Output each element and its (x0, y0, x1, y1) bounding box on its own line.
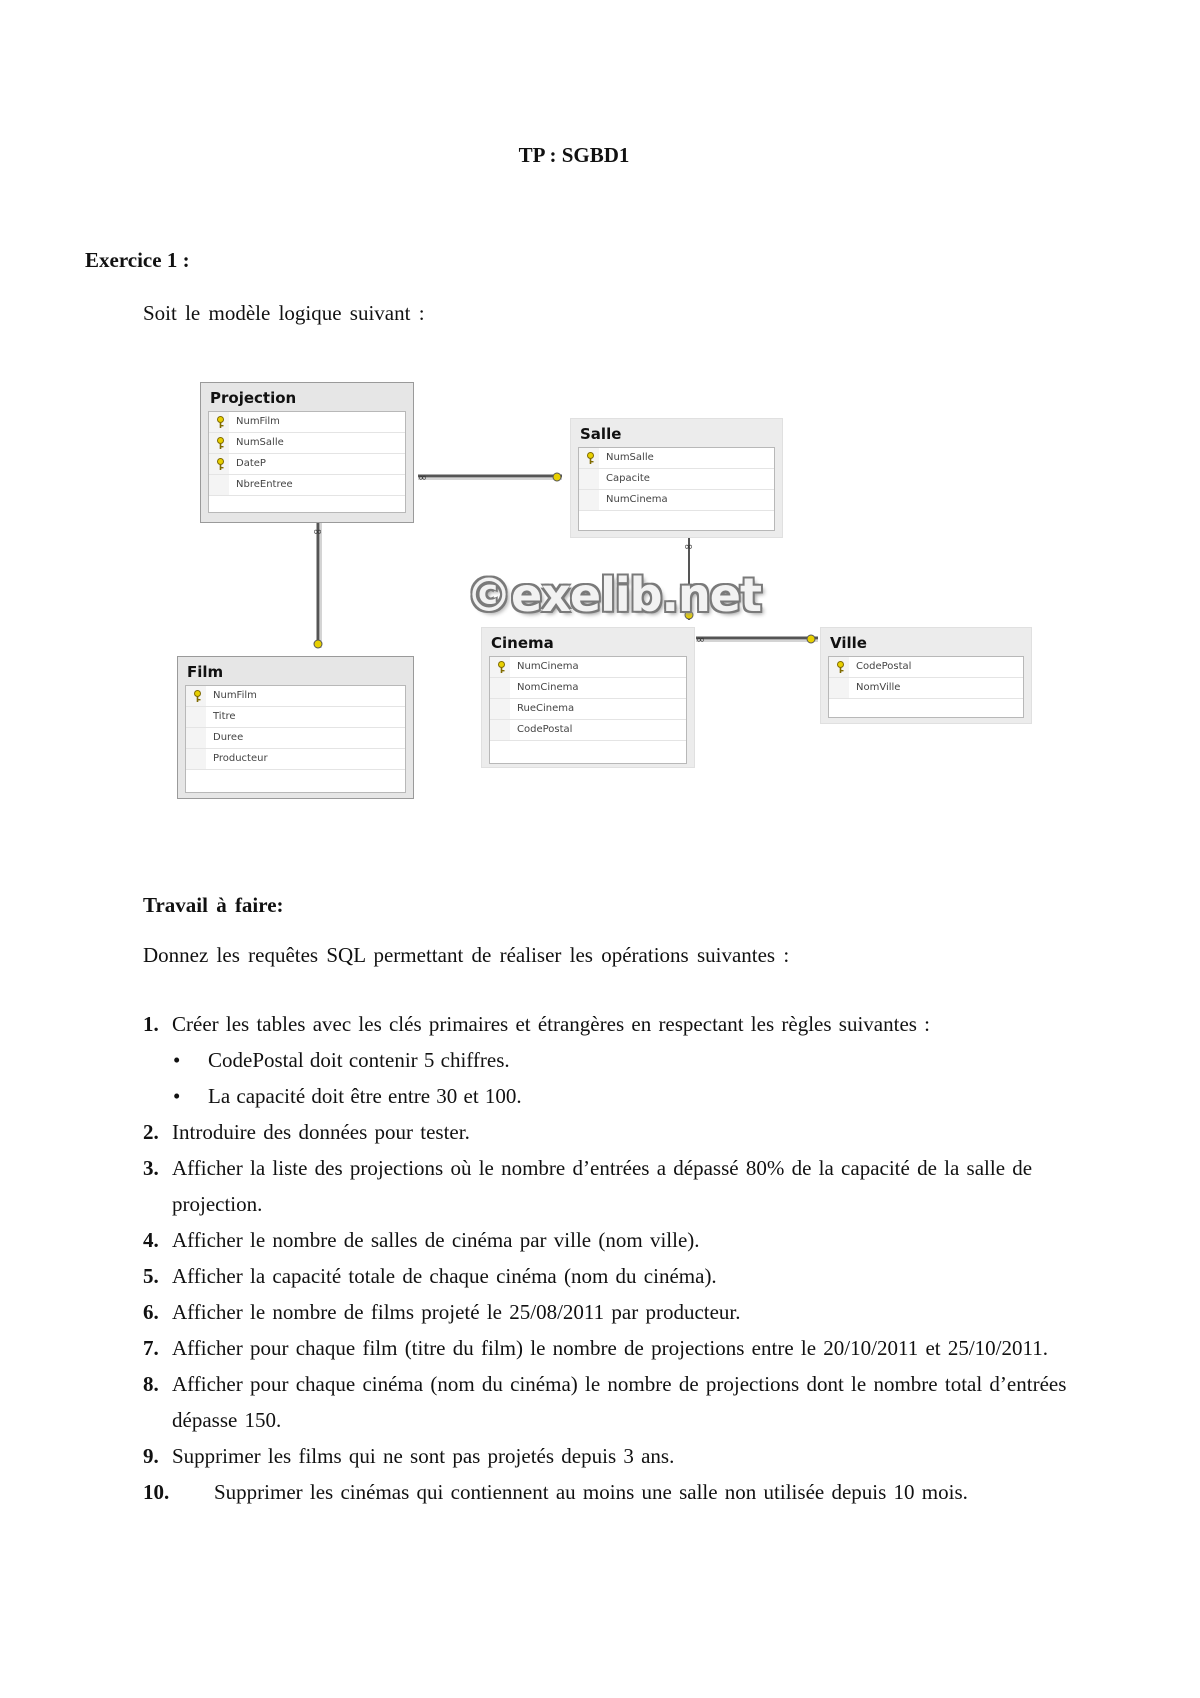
table-column (579, 469, 774, 490)
task-text: Créer les tables avec les clés primaires et étrangères en respectant les règles suivantes : (172, 1012, 931, 1036)
task-text: Introduire des données pour tester. (172, 1120, 470, 1144)
column-name: CodePostal (517, 724, 573, 735)
task-text: Afficher la liste des projections où le nombre d’entrées a dépassé 80% de la capacité de la salle de projection. (172, 1156, 1033, 1216)
table-column (490, 657, 686, 678)
task-text: Afficher la capacité totale de chaque cinéma (nom du cinéma). (172, 1264, 717, 1288)
task-text: Supprimer les films qui ne sont pas projetés depuis 3 ans. (172, 1444, 675, 1468)
task-item (143, 1150, 1073, 1222)
row-gutter (490, 678, 510, 698)
table-name: Salle (580, 425, 622, 443)
table-projection (200, 382, 414, 523)
task-item (143, 1114, 1073, 1150)
task-list (143, 1006, 1073, 1510)
task-item (143, 1222, 1073, 1258)
table-name: Projection (210, 389, 297, 407)
column-name: NumFilm (236, 416, 280, 427)
bullet-icon: • (173, 1048, 181, 1072)
infinity-glyph: ∞ (696, 633, 706, 646)
row-gutter (186, 749, 206, 769)
column-name: NumCinema (517, 661, 579, 672)
task-text: Afficher le nombre de salles de cinéma par ville (nom ville). (172, 1228, 700, 1252)
table-column (829, 678, 1023, 699)
task-item (143, 1006, 1073, 1042)
task-number: 2. (143, 1120, 159, 1144)
column-name: NumCinema (606, 494, 668, 505)
infinity-glyph: ∞ (418, 471, 428, 484)
table-column (490, 720, 686, 741)
table-name: Cinema (491, 634, 554, 652)
infinity-glyph: ∞ (313, 525, 323, 538)
task-number: 4. (143, 1228, 159, 1252)
row-gutter (490, 699, 510, 719)
table-column (186, 749, 405, 770)
table-column (209, 454, 405, 475)
table-column (186, 728, 405, 749)
column-name: NbreEntree (236, 479, 293, 490)
column-name: NomVille (856, 682, 901, 693)
task-text: Afficher pour chaque cinéma (nom du cinéma) le nombre de projections dont le nombre total d’entrées dépasse 150. (172, 1372, 1067, 1432)
rule-text: La capacité doit être entre 30 et 100. (208, 1084, 522, 1108)
exercise-title: Exercice 1 : (85, 248, 190, 272)
task-item (143, 1294, 1073, 1330)
column-name: NumSalle (606, 452, 654, 463)
task-text: Supprimer les cinémas qui contiennent au moins une salle non utilisée depuis 10 mois. (214, 1480, 968, 1504)
key-end-ville (807, 635, 815, 643)
table-column (490, 699, 686, 720)
task-item (143, 1366, 1073, 1438)
table-column (209, 412, 405, 433)
task-text: Afficher le nombre de films projeté le 25/08/2011 par producteur. (172, 1300, 741, 1324)
primary-key-icon (193, 690, 202, 702)
table-salle (570, 418, 783, 538)
task-number: 7. (143, 1336, 159, 1360)
primary-key-icon (216, 437, 225, 449)
table-column (209, 475, 405, 496)
table-film (177, 656, 414, 799)
row-gutter (209, 475, 229, 495)
task-number: 6. (143, 1300, 159, 1324)
key-end-salle (553, 473, 561, 481)
task-number: 8. (143, 1372, 159, 1396)
task-text: Afficher pour chaque film (titre du film) le nombre de projections entre le 20/10/2011 et 25/10/2011. (172, 1336, 1048, 1360)
row-gutter (829, 678, 849, 698)
row-gutter (579, 490, 599, 510)
task-number: 5. (143, 1264, 159, 1288)
row-gutter (490, 720, 510, 740)
primary-key-icon (216, 416, 225, 428)
lead-text: Donnez les requêtes SQL permettant de réaliser les opérations suivantes : (143, 943, 790, 967)
column-name: NumFilm (213, 690, 257, 701)
table-column (579, 448, 774, 469)
column-name: Producteur (213, 753, 268, 764)
rule-text: CodePostal doit contenir 5 chiffres. (208, 1048, 510, 1072)
table-name: Ville (830, 634, 867, 652)
task-number: 9. (143, 1444, 159, 1468)
page-title: TP : SGBD1 (518, 143, 630, 167)
task-number: 1. (143, 1012, 159, 1036)
table-column (209, 433, 405, 454)
rule-item (143, 1078, 1073, 1114)
table-ville (820, 627, 1032, 724)
bullet-icon: • (173, 1084, 181, 1108)
key-end-film (314, 640, 322, 648)
primary-key-icon (216, 458, 225, 470)
table-name: Film (187, 663, 224, 681)
column-name: Capacite (606, 473, 650, 484)
logical-model-diagram (0, 0, 1200, 820)
table-column (186, 686, 405, 707)
column-name: RueCinema (517, 703, 575, 714)
task-number: 3. (143, 1156, 159, 1180)
task-item (143, 1474, 1073, 1510)
infinity-glyph: ∞ (684, 540, 694, 553)
section-title: Travail à faire: (143, 893, 284, 917)
task-number: 10. (143, 1480, 170, 1504)
table-column (490, 678, 686, 699)
column-name: DateP (236, 458, 266, 469)
rule-item (143, 1042, 1073, 1078)
row-gutter (186, 728, 206, 748)
task-item (143, 1330, 1073, 1366)
column-name: Duree (213, 732, 244, 743)
table-column (186, 707, 405, 728)
intro-text: Soit le modèle logique suivant : (143, 301, 425, 325)
primary-key-icon (497, 661, 506, 673)
column-name: NomCinema (517, 682, 579, 693)
watermark: ©exelib.net (466, 568, 761, 622)
primary-key-icon (586, 452, 595, 464)
task-item (143, 1258, 1073, 1294)
table-cinema (481, 627, 695, 768)
column-name: CodePostal (856, 661, 912, 672)
row-gutter (579, 469, 599, 489)
column-name: Titre (213, 711, 236, 722)
task-item (143, 1438, 1073, 1474)
row-gutter (186, 707, 206, 727)
column-name: NumSalle (236, 437, 284, 448)
table-column (579, 490, 774, 511)
table-column (829, 657, 1023, 678)
primary-key-icon (836, 661, 845, 673)
